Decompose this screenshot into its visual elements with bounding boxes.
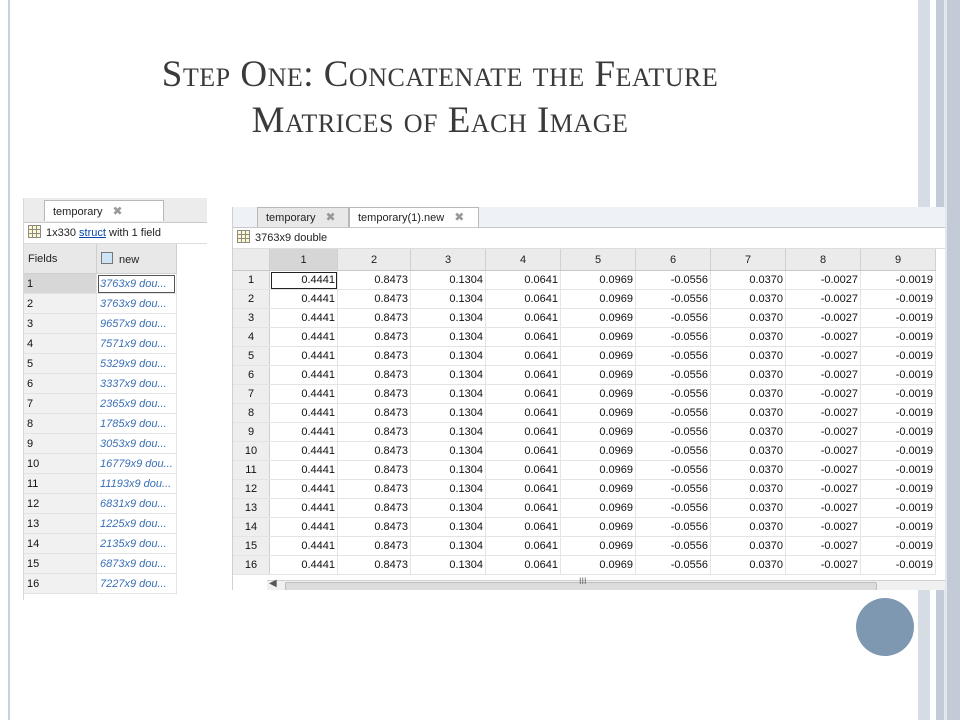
matrix-cell[interactable]: -0.0019 — [861, 442, 936, 461]
matrix-cell[interactable]: -0.0019 — [861, 385, 936, 404]
matrix-cell[interactable]: 0.0641 — [486, 499, 561, 518]
row-number[interactable]: 10 — [24, 454, 97, 474]
matrix-cell[interactable]: 0.4441 — [270, 366, 338, 385]
matrix-cell[interactable]: 0.8473 — [338, 271, 411, 290]
matrix-cell[interactable]: 0.0370 — [711, 423, 786, 442]
matrix-cell[interactable]: 0.8473 — [338, 442, 411, 461]
matrix-cell[interactable]: -0.0019 — [861, 309, 936, 328]
struct-table — [24, 244, 177, 594]
matrix-cell[interactable]: -0.0556 — [636, 309, 711, 328]
struct-link[interactable]: struct — [79, 227, 106, 239]
matrix-cell[interactable]: 0.0969 — [561, 556, 636, 575]
table-row[interactable] — [233, 290, 936, 309]
matrix-cell[interactable]: 0.4441 — [270, 442, 338, 461]
matrix-cell[interactable]: -0.0027 — [786, 309, 861, 328]
matrix-cell[interactable]: 0.1304 — [411, 347, 486, 366]
matrix-cell[interactable]: 0.0370 — [711, 480, 786, 499]
field-value-cell[interactable]: 7227x9 dou... — [97, 574, 177, 594]
row-number[interactable]: 9 — [24, 434, 97, 454]
row-number[interactable]: 13 — [233, 499, 270, 518]
close-icon[interactable]: ✖ — [112, 204, 123, 218]
row-number[interactable]: 11 — [233, 461, 270, 480]
matrix-cell[interactable]: 0.0969 — [561, 309, 636, 328]
table-row[interactable] — [24, 574, 176, 594]
row-number[interactable]: 16 — [233, 556, 270, 575]
matrix-cell[interactable]: -0.0556 — [636, 461, 711, 480]
matrix-cell[interactable]: -0.0027 — [786, 328, 861, 347]
matrix-cell[interactable]: 0.0641 — [486, 347, 561, 366]
slide-title-line1: Step One: Concatenate the Feature — [161, 54, 719, 95]
table-row[interactable] — [233, 480, 936, 499]
row-number[interactable]: 3 — [24, 314, 97, 334]
matrix-cell[interactable]: 0.8473 — [338, 385, 411, 404]
table-row[interactable] — [24, 274, 176, 294]
matrix-cell[interactable]: 0.4441 — [270, 423, 338, 442]
matrix-cell[interactable]: 0.8473 — [338, 480, 411, 499]
matrix-cell[interactable]: -0.0556 — [636, 385, 711, 404]
matrix-cell[interactable]: 0.0969 — [561, 499, 636, 518]
matrix-cell[interactable]: 0.0969 — [561, 537, 636, 556]
field-icon — [101, 252, 113, 264]
field-value-cell[interactable]: 3337x9 dou... — [97, 374, 177, 394]
matrix-cell[interactable]: 0.0641 — [486, 461, 561, 480]
field-value-cell[interactable]: 16779x9 dou... — [97, 454, 177, 474]
matrix-cell[interactable]: 0.0370 — [711, 499, 786, 518]
table-row[interactable] — [24, 414, 176, 434]
matrix-cell[interactable]: 0.1304 — [411, 404, 486, 423]
matrix-header-row — [233, 249, 936, 271]
row-number[interactable]: 5 — [24, 354, 97, 374]
matrix-cell[interactable]: -0.0019 — [861, 347, 936, 366]
matrix-cell[interactable]: -0.0019 — [861, 423, 936, 442]
matrix-cell[interactable]: -0.0019 — [861, 328, 936, 347]
table-row[interactable] — [24, 334, 176, 354]
matrix-cell[interactable]: 0.4441 — [270, 499, 338, 518]
table-row[interactable] — [233, 271, 936, 290]
matrix-cell[interactable]: -0.0027 — [786, 480, 861, 499]
table-row[interactable] — [233, 556, 936, 575]
row-number[interactable]: 16 — [24, 574, 97, 594]
matrix-cell[interactable]: 0.0370 — [711, 461, 786, 480]
column-header[interactable]: 6 — [636, 249, 711, 271]
matrix-cell[interactable]: 0.0969 — [561, 461, 636, 480]
field-value-cell[interactable]: 1785x9 dou... — [97, 414, 177, 434]
matrix-cell[interactable]: 0.4441 — [270, 480, 338, 499]
matrix-cell[interactable]: -0.0556 — [636, 499, 711, 518]
matrix-cell[interactable]: 0.4441 — [270, 290, 338, 309]
table-row[interactable] — [24, 494, 176, 514]
variable-grid-icon — [28, 225, 41, 238]
row-number[interactable]: 6 — [233, 366, 270, 385]
matrix-cell[interactable]: -0.0019 — [861, 480, 936, 499]
matrix-cell[interactable]: -0.0027 — [786, 461, 861, 480]
row-number[interactable]: 15 — [24, 554, 97, 574]
field-value-cell[interactable]: 1225x9 dou... — [97, 514, 177, 534]
matrix-cell[interactable]: -0.0556 — [636, 480, 711, 499]
matrix-cell[interactable]: -0.0027 — [786, 404, 861, 423]
matrix-cell[interactable]: 0.0370 — [711, 290, 786, 309]
slide-title — [40, 52, 840, 144]
row-number[interactable]: 12 — [24, 494, 97, 514]
table-row[interactable] — [24, 554, 176, 574]
matrix-cell[interactable]: 0.0641 — [486, 309, 561, 328]
row-number[interactable]: 2 — [24, 294, 97, 314]
column-header[interactable]: 4 — [486, 249, 561, 271]
column-header[interactable]: 2 — [338, 249, 411, 271]
row-number[interactable]: 14 — [24, 534, 97, 554]
matrix-cell[interactable]: -0.0556 — [636, 347, 711, 366]
matrix-cell[interactable]: -0.0027 — [786, 347, 861, 366]
column-header[interactable]: 9 — [861, 249, 936, 271]
matrix-cell[interactable]: 0.0641 — [486, 328, 561, 347]
matrix-info-bar — [233, 228, 945, 249]
row-number[interactable]: 12 — [233, 480, 270, 499]
matrix-cell[interactable]: 0.0370 — [711, 328, 786, 347]
matrix-tab-bar — [233, 207, 945, 228]
struct-field-count: with 1 field — [105, 227, 161, 239]
field-value-cell[interactable]: 11193x9 dou... — [97, 474, 177, 494]
matrix-cell[interactable]: 0.0969 — [561, 442, 636, 461]
matrix-cell[interactable]: 0.0969 — [561, 347, 636, 366]
table-row[interactable] — [233, 366, 936, 385]
scroll-left-icon[interactable]: ◀ — [269, 578, 277, 589]
matrix-cell[interactable]: -0.0027 — [786, 385, 861, 404]
matrix-table-body — [233, 271, 936, 575]
table-row[interactable] — [233, 461, 936, 480]
matrix-cell[interactable]: 0.1304 — [411, 290, 486, 309]
matrix-cell[interactable]: 0.1304 — [411, 366, 486, 385]
matrix-cell[interactable]: 0.0641 — [486, 271, 561, 290]
corner-cell[interactable] — [233, 249, 270, 271]
tab-label: temporary(1).new — [358, 212, 445, 224]
table-row[interactable] — [233, 328, 936, 347]
matrix-cell[interactable]: 0.0641 — [486, 442, 561, 461]
struct-header-row — [24, 244, 176, 274]
matrix-cell[interactable]: -0.0027 — [786, 556, 861, 575]
matrix-cell[interactable]: 0.1304 — [411, 309, 486, 328]
matrix-cell[interactable]: 0.8473 — [338, 404, 411, 423]
matrix-cell[interactable]: -0.0019 — [861, 461, 936, 480]
field-value-cell[interactable]: 9657x9 dou... — [97, 314, 177, 334]
matrix-cell[interactable]: -0.0556 — [636, 404, 711, 423]
field-value-cell[interactable]: 2135x9 dou... — [97, 534, 177, 554]
row-number[interactable]: 2 — [233, 290, 270, 309]
matrix-cell[interactable]: -0.0027 — [786, 290, 861, 309]
matrix-cell[interactable]: -0.0019 — [861, 518, 936, 537]
table-row[interactable] — [24, 474, 176, 494]
row-number[interactable]: 5 — [233, 347, 270, 366]
matrix-cell[interactable]: -0.0556 — [636, 537, 711, 556]
row-number[interactable]: 1 — [24, 274, 97, 294]
table-row[interactable] — [233, 347, 936, 366]
table-row[interactable] — [233, 442, 936, 461]
matrix-cell[interactable]: -0.0556 — [636, 442, 711, 461]
matrix-cell[interactable]: -0.0019 — [861, 404, 936, 423]
row-number[interactable]: 10 — [233, 442, 270, 461]
close-icon[interactable]: ✖ — [325, 210, 336, 224]
table-row[interactable] — [233, 423, 936, 442]
matrix-cell[interactable]: 0.0641 — [486, 290, 561, 309]
matrix-cell[interactable]: 0.0370 — [711, 442, 786, 461]
field-value-cell[interactable]: 3053x9 dou... — [97, 434, 177, 454]
matrix-cell[interactable]: 0.4441 — [270, 537, 338, 556]
struct-variable-panel — [23, 198, 207, 600]
table-row[interactable] — [24, 534, 176, 554]
matrix-cell[interactable]: -0.0027 — [786, 366, 861, 385]
matrix-cell[interactable]: -0.0556 — [636, 271, 711, 290]
matrix-cell[interactable]: 0.8473 — [338, 518, 411, 537]
row-number[interactable]: 11 — [24, 474, 97, 494]
row-number[interactable]: 15 — [233, 537, 270, 556]
matrix-cell[interactable]: 0.0641 — [486, 404, 561, 423]
matrix-cell[interactable]: 0.1304 — [411, 480, 486, 499]
matrix-cell[interactable]: 0.0370 — [711, 537, 786, 556]
matrix-cell[interactable]: 0.1304 — [411, 461, 486, 480]
matrix-cell[interactable]: 0.0370 — [711, 347, 786, 366]
matrix-cell[interactable]: 0.4441 — [270, 328, 338, 347]
matrix-cell[interactable]: 0.0969 — [561, 366, 636, 385]
table-row[interactable] — [233, 309, 936, 328]
row-number[interactable]: 9 — [233, 423, 270, 442]
matrix-cell[interactable]: -0.0019 — [861, 499, 936, 518]
row-number[interactable]: 1 — [233, 271, 270, 290]
matrix-cell[interactable]: -0.0556 — [636, 423, 711, 442]
column-header[interactable]: 7 — [711, 249, 786, 271]
matrix-cell[interactable]: 0.8473 — [338, 366, 411, 385]
matrix-cell[interactable]: 0.1304 — [411, 328, 486, 347]
column-header[interactable]: 5 — [561, 249, 636, 271]
matrix-cell[interactable]: 0.0370 — [711, 404, 786, 423]
matrix-cell[interactable]: -0.0019 — [861, 271, 936, 290]
slide-left-rule — [8, 0, 10, 720]
matrix-cell[interactable]: 0.4441 — [270, 518, 338, 537]
column-header-new-label: new — [119, 253, 140, 266]
matrix-table — [233, 249, 936, 575]
matrix-cell[interactable]: 0.1304 — [411, 442, 486, 461]
tab-temporary-1-new[interactable] — [349, 207, 479, 227]
field-value-cell[interactable]: 3763x9 dou... — [97, 274, 177, 294]
matrix-cell[interactable]: 0.8473 — [338, 309, 411, 328]
matrix-cell[interactable]: -0.0027 — [786, 423, 861, 442]
matrix-cell[interactable]: 0.8473 — [338, 537, 411, 556]
table-row[interactable] — [24, 294, 176, 314]
matrix-cell[interactable]: 0.0969 — [561, 404, 636, 423]
matrix-cell[interactable]: 0.0641 — [486, 423, 561, 442]
matrix-cell[interactable]: 0.1304 — [411, 499, 486, 518]
column-header-fields[interactable]: Fields — [24, 244, 97, 274]
field-value-cell[interactable]: 7571x9 dou... — [97, 334, 177, 354]
decorative-circle — [856, 598, 914, 656]
row-number[interactable]: 6 — [24, 374, 97, 394]
matrix-cell[interactable]: 0.0370 — [711, 556, 786, 575]
struct-tab-bar — [24, 198, 207, 223]
matrix-cell[interactable]: -0.0556 — [636, 556, 711, 575]
matrix-cell[interactable]: -0.0556 — [636, 290, 711, 309]
table-row[interactable] — [24, 354, 176, 374]
matrix-cell[interactable]: 0.4441 — [270, 404, 338, 423]
matrix-cell[interactable]: -0.0019 — [861, 290, 936, 309]
matrix-size: 3763x9 double — [255, 232, 328, 244]
row-number[interactable]: 7 — [24, 394, 97, 414]
field-value-cell[interactable]: 2365x9 dou... — [97, 394, 177, 414]
table-row[interactable] — [233, 537, 936, 556]
matrix-cell[interactable]: 0.1304 — [411, 556, 486, 575]
matrix-cell[interactable]: 0.1304 — [411, 423, 486, 442]
close-icon[interactable]: ✖ — [454, 210, 465, 224]
row-number[interactable]: 8 — [24, 414, 97, 434]
matrix-cell[interactable]: 0.0969 — [561, 328, 636, 347]
matrix-cell[interactable]: 0.4441 — [270, 385, 338, 404]
matrix-cell[interactable]: 0.4441 — [270, 461, 338, 480]
matrix-cell[interactable]: 0.8473 — [338, 423, 411, 442]
matrix-cell[interactable]: 0.0370 — [711, 366, 786, 385]
matrix-cell[interactable]: 0.0641 — [486, 518, 561, 537]
field-value-cell[interactable]: 3763x9 dou... — [97, 294, 177, 314]
tab-temporary[interactable] — [257, 207, 349, 227]
matrix-cell[interactable]: 0.1304 — [411, 518, 486, 537]
row-number[interactable]: 14 — [233, 518, 270, 537]
matrix-cell[interactable]: 0.0370 — [711, 518, 786, 537]
matrix-cell[interactable]: 0.8473 — [338, 461, 411, 480]
column-header[interactable]: 3 — [411, 249, 486, 271]
table-row[interactable] — [233, 385, 936, 404]
matrix-cell[interactable]: 0.0370 — [711, 385, 786, 404]
variable-grid-icon — [237, 230, 250, 243]
matrix-cell[interactable]: 0.8473 — [338, 328, 411, 347]
matrix-cell[interactable]: -0.0019 — [861, 537, 936, 556]
matrix-cell[interactable]: 0.4441 — [270, 309, 338, 328]
matrix-cell[interactable]: 0.0969 — [561, 271, 636, 290]
row-number[interactable]: 8 — [233, 404, 270, 423]
row-number[interactable]: 7 — [233, 385, 270, 404]
matrix-cell[interactable]: 0.0969 — [561, 480, 636, 499]
matrix-cell[interactable]: -0.0019 — [861, 556, 936, 575]
table-row[interactable] — [24, 514, 176, 534]
table-row[interactable] — [24, 314, 176, 334]
horizontal-scrollbar[interactable] — [267, 576, 945, 590]
column-header[interactable]: 1 — [270, 249, 338, 271]
matrix-cell[interactable]: -0.0027 — [786, 442, 861, 461]
matrix-cell[interactable]: -0.0019 — [861, 366, 936, 385]
matrix-cell[interactable]: -0.0556 — [636, 328, 711, 347]
matrix-cell[interactable]: 0.4441 — [270, 556, 338, 575]
matrix-cell[interactable]: 0.0370 — [711, 271, 786, 290]
tab-label: temporary — [266, 212, 316, 224]
matrix-cell[interactable]: 0.4441 — [270, 271, 338, 290]
table-row[interactable] — [233, 499, 936, 518]
column-header-new[interactable] — [97, 244, 177, 274]
matrix-cell[interactable]: -0.0556 — [636, 518, 711, 537]
row-number[interactable]: 4 — [24, 334, 97, 354]
table-row[interactable] — [24, 434, 176, 454]
matrix-cell[interactable]: 0.4441 — [270, 347, 338, 366]
matrix-cell[interactable]: 0.1304 — [411, 271, 486, 290]
field-value-cell[interactable]: 5329x9 dou... — [97, 354, 177, 374]
table-row[interactable] — [24, 394, 176, 414]
matrix-cell[interactable]: 0.0641 — [486, 556, 561, 575]
matrix-cell[interactable]: 0.8473 — [338, 347, 411, 366]
scroll-grip-icon: III — [579, 576, 587, 586]
matrix-cell[interactable]: 0.1304 — [411, 385, 486, 404]
table-row[interactable] — [233, 404, 936, 423]
matrix-cell[interactable]: -0.0027 — [786, 499, 861, 518]
slide-title-line2: Matrices of Each Image — [251, 100, 629, 141]
tab-label: temporary — [53, 206, 103, 218]
table-row[interactable] — [24, 374, 176, 394]
row-number[interactable]: 3 — [233, 309, 270, 328]
matrix-cell[interactable]: 0.0969 — [561, 290, 636, 309]
matrix-cell[interactable]: 0.0969 — [561, 518, 636, 537]
matrix-cell[interactable]: -0.0027 — [786, 518, 861, 537]
table-row[interactable] — [24, 454, 176, 474]
field-value-cell[interactable]: 6831x9 dou... — [97, 494, 177, 514]
column-header[interactable]: 8 — [786, 249, 861, 271]
table-row[interactable] — [233, 518, 936, 537]
matrix-cell[interactable]: 0.0641 — [486, 366, 561, 385]
matrix-cell[interactable]: 0.0969 — [561, 385, 636, 404]
struct-info-bar — [24, 223, 207, 244]
field-value-cell[interactable]: 6873x9 dou... — [97, 554, 177, 574]
matrix-cell[interactable]: 0.0641 — [486, 537, 561, 556]
matrix-cell[interactable]: 0.8473 — [338, 290, 411, 309]
matrix-cell[interactable]: -0.0556 — [636, 366, 711, 385]
matrix-cell[interactable]: 0.0641 — [486, 480, 561, 499]
matrix-cell[interactable]: -0.0027 — [786, 271, 861, 290]
matrix-cell[interactable]: 0.8473 — [338, 556, 411, 575]
matrix-variable-panel — [232, 207, 945, 590]
matrix-cell[interactable]: 0.1304 — [411, 537, 486, 556]
matrix-cell[interactable]: 0.0641 — [486, 385, 561, 404]
matrix-cell[interactable]: -0.0027 — [786, 537, 861, 556]
row-number[interactable]: 4 — [233, 328, 270, 347]
struct-size: 1x330 — [46, 227, 80, 239]
struct-table-body — [24, 274, 176, 594]
matrix-cell[interactable]: 0.0969 — [561, 423, 636, 442]
matrix-cell[interactable]: 0.8473 — [338, 499, 411, 518]
matrix-cell[interactable]: 0.0370 — [711, 309, 786, 328]
tab-temporary[interactable] — [44, 200, 164, 221]
row-number[interactable]: 13 — [24, 514, 97, 534]
